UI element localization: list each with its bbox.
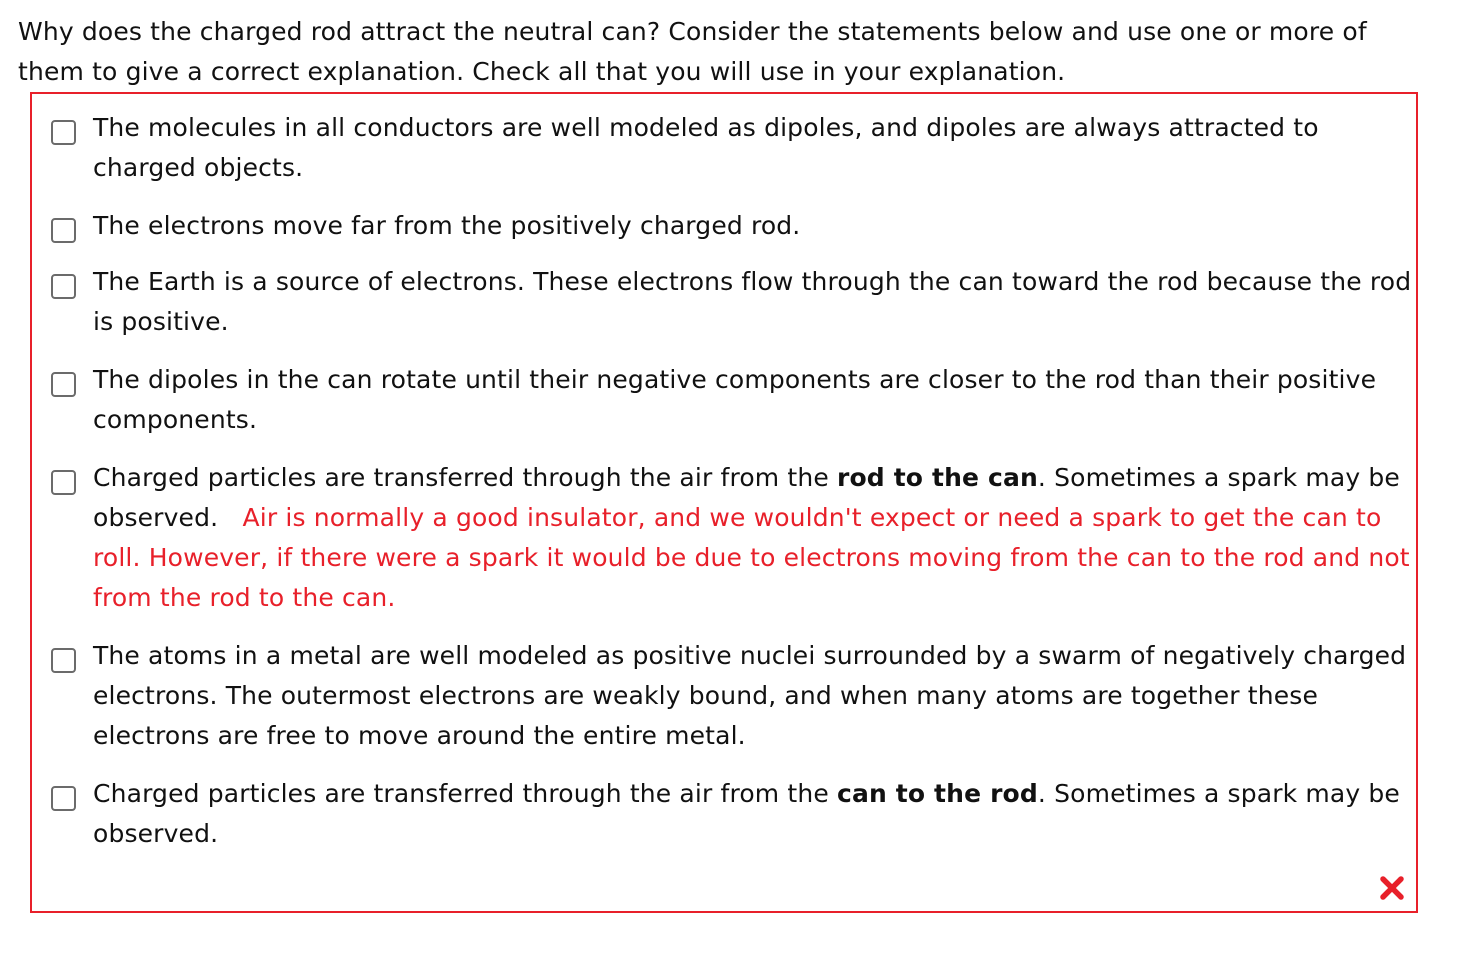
question-prompt: Why does the charged rod attract the neutral can? Consider the statements below and use one or more of them to give a correct explanation. Check all that you will use in your explanation.: [18, 17, 1367, 86]
option-7-text-after: . Sometimes a spark may be observed.: [93, 779, 1400, 848]
option-7-text-bold: can to the rod: [836, 779, 1038, 808]
option-5-checkbox[interactable]: [51, 470, 76, 495]
option-4-checkbox[interactable]: [51, 372, 76, 397]
option-5-text-bold: rod to the can: [836, 463, 1038, 492]
option-5-text-before: Charged particles are transferred through the air from the: [93, 463, 837, 492]
option-7-text-before: Charged particles are transferred through the air from the: [93, 779, 837, 808]
option-4-label[interactable]: The dipoles in the can rotate until their negative components are closer to the rod than their positive components.: [93, 365, 1377, 434]
option-6-checkbox[interactable]: [51, 648, 76, 673]
option-2-label[interactable]: The electrons move far from the positively charged rod.: [93, 211, 801, 240]
option-6-label[interactable]: The atoms in a metal are well modeled as positive nuclei surrounded by a swarm of negatively charged electrons. The outermost electrons are weakly bound, and when many atoms are together these electrons are free to move around the entire metal.: [93, 641, 1407, 750]
option-3-checkbox[interactable]: [51, 274, 76, 299]
option-3-label[interactable]: The Earth is a source of electrons. These electrons flow through the can toward the rod because the rod is positive.: [93, 267, 1412, 336]
option-1-checkbox[interactable]: [51, 120, 76, 145]
option-7-checkbox[interactable]: [51, 786, 76, 811]
option-2-checkbox[interactable]: [51, 218, 76, 243]
option-5-label[interactable]: [93, 458, 1413, 618]
x-mark-icon: [1379, 875, 1405, 901]
option-5-text-after: . Sometimes a spark may be observed.: [93, 463, 1400, 532]
option-5-feedback: Air is normally a good insulator, and we wouldn't expect or need a spark to get the can to roll. However, if there were a spark it would be due to electrons moving from the can to the rod and not from the rod to the can.: [93, 503, 1410, 612]
option-7-label[interactable]: [93, 774, 1413, 854]
option-1-label[interactable]: The molecules in all conductors are well modeled as dipoles, and dipoles are always attracted to charged objects.: [93, 113, 1319, 182]
answer-choices-box: [30, 92, 1418, 913]
